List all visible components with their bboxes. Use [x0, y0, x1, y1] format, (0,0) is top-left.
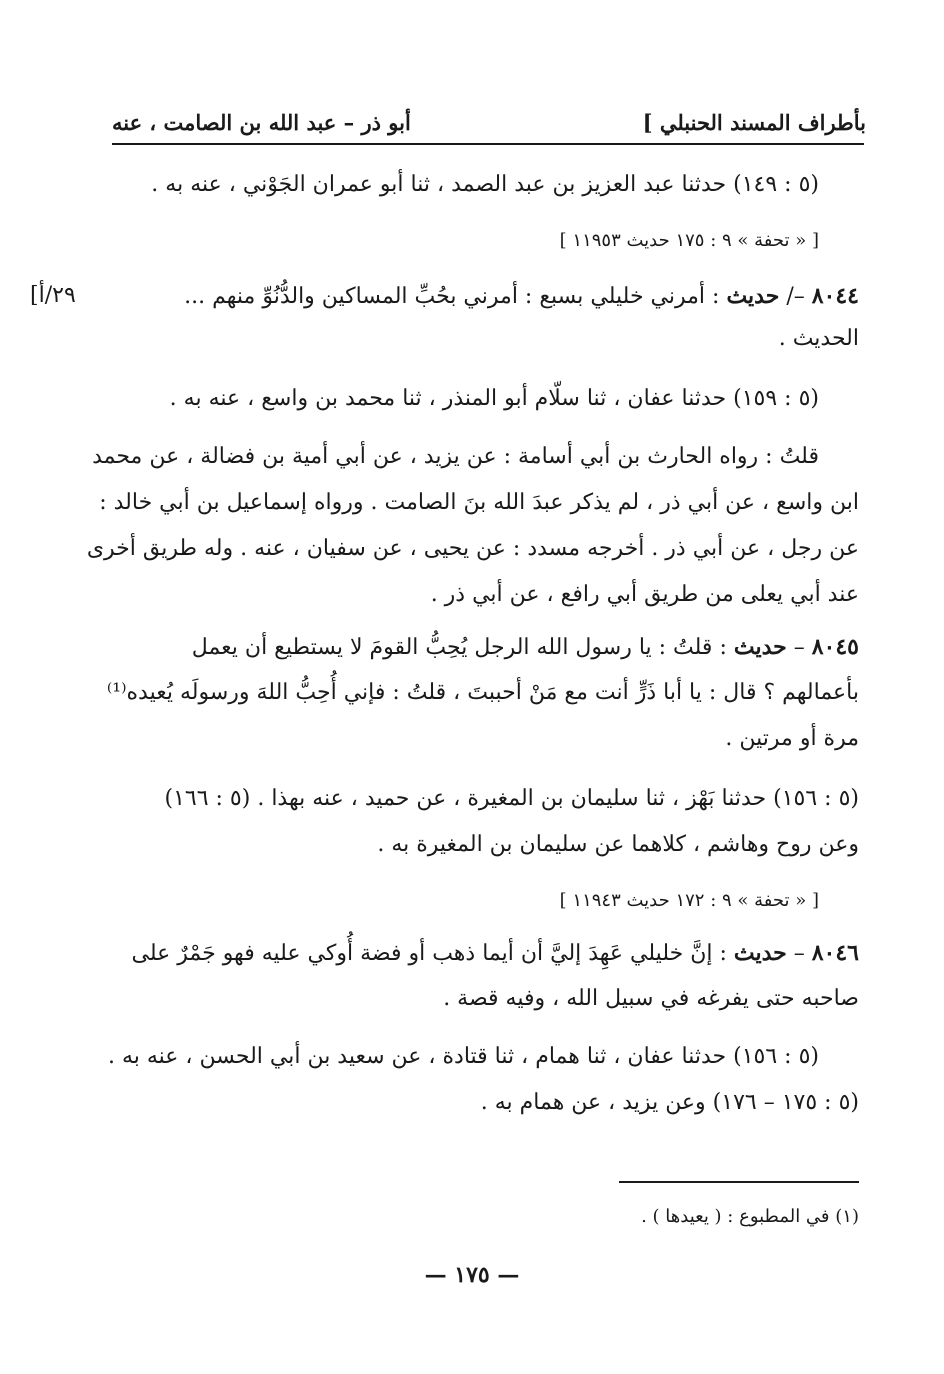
hadith-8044-line-2: الحديث . — [778, 326, 859, 351]
hadith-keyword: حديث — [733, 634, 787, 660]
commentary-line-3: عن رجل ، عن أبي ذر . أخرجه مسدد : عن يحيى ، عن سفيان ، عنه . وله طريق أخرى — [86, 536, 859, 561]
hadith-text: : إنَّ خليلي عَهِدَ إليَّ أن أيما ذهب أو فضة أُوكي عليه فهو جَمْرٌ على — [131, 941, 734, 966]
hadith-8045-line-1 — [192, 634, 859, 660]
hadith-number: ٨٠٤٥ — [811, 634, 859, 660]
hadith-keyword: حديث — [726, 283, 780, 309]
hadith-separator: – — [786, 635, 812, 660]
isnad-line: (٥ : ١٥٦) حدثنا بَهْز ، ثنا سليمان بن المغيرة ، عن حميد ، عنه بهذا . (٥ : ١٦٦) — [164, 786, 859, 811]
hadith-number: ٨٠٤٦ — [811, 940, 859, 966]
running-header-right: بأطراف المسند الحنبلي ] — [642, 110, 866, 135]
isnad-line: (٥ : ١٧٥ – ١٧٦) وعن يزيد ، عن همام به . — [480, 1090, 859, 1115]
commentary-line-4: عند أبي يعلى من طريق أبي رافع ، عن أبي ذر . — [430, 582, 859, 607]
footnote: (١) في المطبوع : ( يعيدها ) . — [641, 1206, 859, 1227]
isnad-line: (٥ : ١٥٩) حدثنا عفان ، ثنا سلّام أبو المنذر ، ثنا محمد بن واسع ، عنه به . — [169, 386, 819, 411]
hadith-8045-line-3: مرة أو مرتين . — [725, 726, 859, 751]
hadith-text: : أمرني خليلي بسبع : أمرني بحُبِّ المساكين والدُّنُوِّ منهم ... — [184, 284, 727, 309]
hadith-8044-line-1 — [184, 283, 859, 309]
hadith-separator: –/ — [779, 284, 812, 309]
commentary-line-1: قلتُ : رواه الحارث بن أبي أسامة : عن يزيد ، عن أبي أمية بن فضالة ، عن محمد — [92, 444, 819, 469]
hadith-8046-line-1 — [132, 940, 860, 966]
hadith-separator: – — [786, 941, 812, 966]
running-header-left: أبو ذر – عبد الله بن الصامت ، عنه — [112, 110, 411, 135]
isnad-line: وعن روح وهاشم ، كلاهما عن سليمان بن المغيرة به . — [377, 832, 859, 857]
page-number: — ١٧٥ — — [424, 1262, 520, 1288]
tuhfa-reference: [ « تحفة » ٩ : ١٧٥ حديث ١١٩٥٣ ] — [559, 230, 819, 251]
header-rule — [112, 143, 864, 145]
footnote-rule — [619, 1181, 859, 1183]
hadith-keyword: حديث — [733, 940, 787, 966]
commentary-line-2: ابن واسع ، عن أبي ذر ، لم يذكر عبدَ الله بنَ الصامت . ورواه إسماعيل بن أبي خالد : — [99, 490, 859, 515]
margin-folio-note: [٢٩/أ — [30, 283, 76, 308]
isnad-line: (٥ : ١٤٩) حدثنا عبد العزيز بن عبد الصمد ، ثنا أبو عمران الجَوْني ، عنه به . — [151, 172, 819, 197]
tuhfa-reference: [ « تحفة » ٩ : ١٧٢ حديث ١١٩٤٣ ] — [559, 890, 819, 911]
isnad-line: (٥ : ١٥٦) حدثنا عفان ، ثنا همام ، ثنا قتادة ، عن سعيد بن أبي الحسن ، عنه به . — [107, 1044, 819, 1069]
hadith-number: ٨٠٤٤ — [811, 283, 859, 309]
hadith-8046-line-2: صاحبه حتى يفرغه في سبيل الله ، وفيه قصة . — [443, 986, 859, 1011]
hadith-8045-line-2: بأعمالهم ؟ قال : يا أبا ذَرٍّ أنت مع مَنْ أحببتَ ، قلتُ : فإني أُحِبُّ اللهَ ورسولَه يُعيده⁽¹⁾ — [106, 680, 859, 705]
hadith-text: : قلتُ : يا رسول الله الرجل يُحِبُّ القومَ لا يستطيع أن يعمل — [191, 635, 734, 660]
